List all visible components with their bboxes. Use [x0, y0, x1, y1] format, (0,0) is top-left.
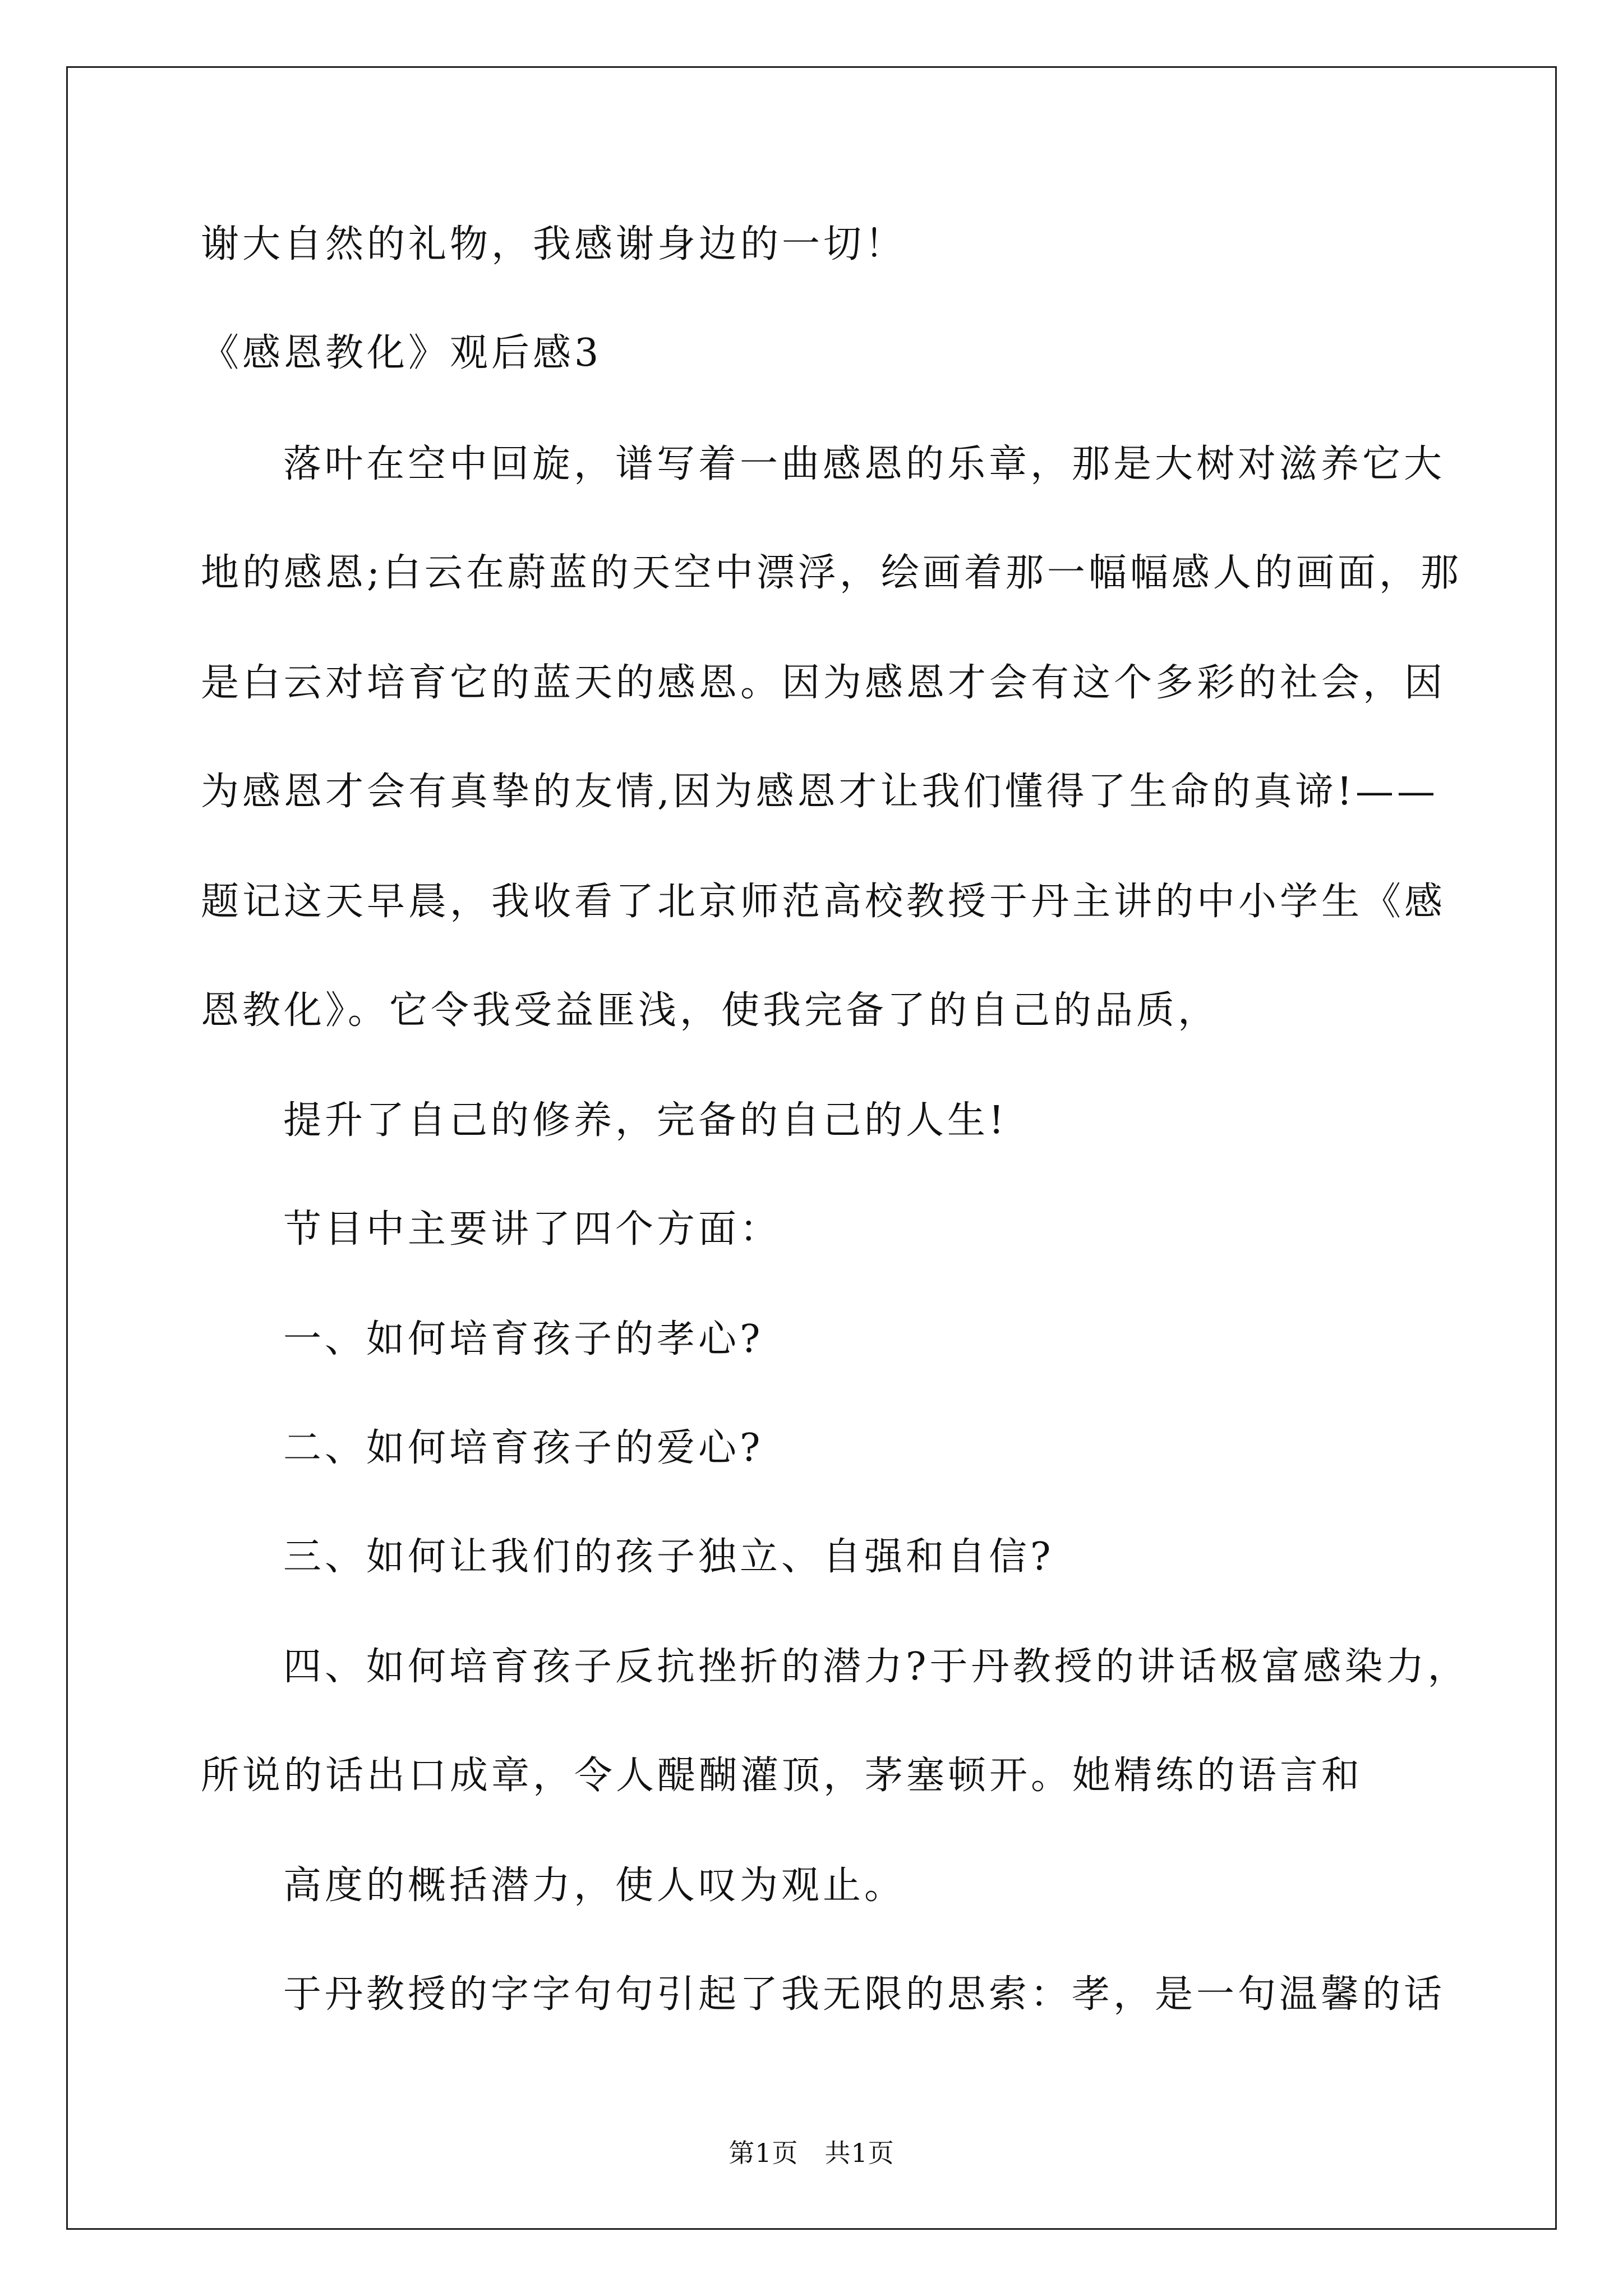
- body-line-4: 是白云对培育它的蓝天的感恩。因为感恩才会有这个多彩的社会，因: [201, 661, 1446, 705]
- body-line-8: 提升了自己的修养，完备的自己的人生!: [283, 1098, 1008, 1143]
- body-line-6: 题记这天早晨，我收看了北京师范高校教授于丹主讲的中小学生《感: [201, 880, 1446, 924]
- list-item-2: 二、如何培育孩子的爱心?: [283, 1426, 764, 1470]
- body-line-11: 高度的概括潜力，使人叹为观止。: [283, 1864, 906, 1908]
- body-line-9: 节目中主要讲了四个方面：: [283, 1207, 782, 1251]
- body-line-5: 为感恩才会有真挚的友情,因为感恩才让我们懂得了生命的真谛!——: [201, 770, 1438, 814]
- body-line-3: 地的感恩;白云在蔚蓝的天空中漂浮，绘画着那一幅幅感人的画面，那: [201, 551, 1462, 595]
- body-line-1: 谢大自然的礼物，我感谢身边的一切！: [201, 222, 907, 266]
- body-line-2: 落叶在空中回旋，谱写着一曲感恩的乐章，那是大树对滋养它大: [283, 442, 1446, 486]
- body-line-7: 恩教化》。它令我受益匪浅，使我完备了的自己的品质，: [201, 988, 1220, 1033]
- page-footer: 第1页 共1页: [728, 2138, 895, 2168]
- section-title: 《感恩教化》观后感3: [201, 331, 602, 375]
- body-line-12: 于丹教授的字字句句引起了我无限的思索：孝，是一句温馨的话: [283, 1972, 1446, 2017]
- list-item-3: 三、如何让我们的孩子独立、自强和自信?: [283, 1535, 1054, 1579]
- list-item-1: 一、如何培育孩子的孝心?: [283, 1317, 764, 1361]
- list-item-4: 四、如何培育孩子反抗挫折的潜力?于丹教授的讲话极富感染力，: [283, 1645, 1469, 1689]
- body-line-10: 所说的话出口成章，令人醍醐灌顶，茅塞顿开。她精练的语言和: [201, 1754, 1363, 1798]
